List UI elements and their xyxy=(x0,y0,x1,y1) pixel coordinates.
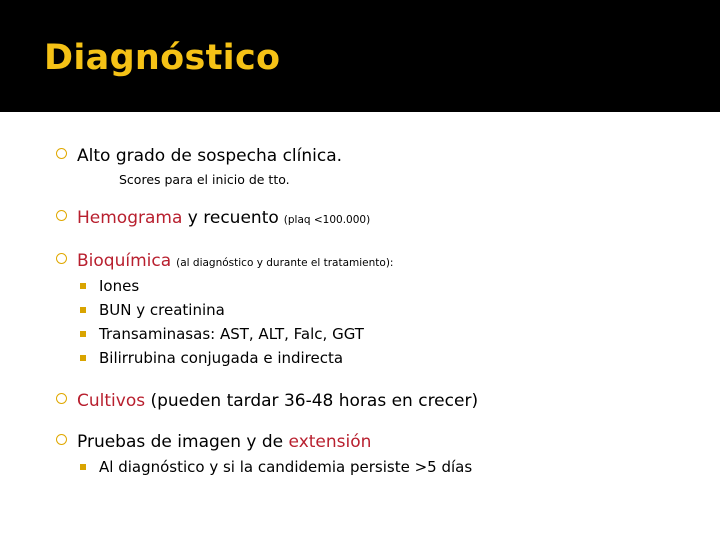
item-text: Alto grado de sospecha clínica. xyxy=(77,146,343,166)
item-highlight: Bioquímica xyxy=(77,251,172,271)
sub-item-text: Iones xyxy=(99,277,140,295)
circle-bullet-icon xyxy=(56,393,67,404)
sub-item xyxy=(80,325,364,343)
item-highlight: Cultivos xyxy=(77,391,146,411)
item-text: Pruebas de imagen y de xyxy=(77,432,289,452)
circle-bullet-icon xyxy=(56,253,67,264)
item-small-note: (al diagnóstico y durante el tratamiento): xyxy=(176,257,394,269)
sub-item xyxy=(80,349,343,367)
bullet-item-sospecha xyxy=(56,146,342,166)
sub-item xyxy=(80,301,225,319)
sub-item xyxy=(80,458,472,476)
item-text: (pueden tardar 36-48 horas en crecer) xyxy=(145,391,479,411)
circle-bullet-icon xyxy=(56,210,67,221)
sub-item xyxy=(80,277,139,295)
circle-bullet-icon xyxy=(56,148,67,159)
sub-item-text: BUN y creatinina xyxy=(99,301,225,319)
item-highlight: Hemograma xyxy=(77,208,183,228)
item-note: Scores para el inicio de tto. xyxy=(119,172,290,187)
item-text: y recuento xyxy=(182,208,279,228)
sub-item-text: Al diagnóstico y si la candidemia persiste >5 días xyxy=(99,458,473,476)
title-bar xyxy=(0,0,720,112)
sub-item-text: Transaminasas: AST, ALT, Falc, GGT xyxy=(99,325,364,343)
bullet-item-bioquimica xyxy=(56,251,393,271)
item-small-note: (plaq <100.000) xyxy=(283,214,371,226)
sub-item-text: Bilirrubina conjugada e indirecta xyxy=(99,349,344,367)
square-bullet-icon xyxy=(80,307,86,313)
square-bullet-icon xyxy=(80,464,86,470)
square-bullet-icon xyxy=(80,355,86,361)
bullet-item-hemograma xyxy=(56,208,370,228)
square-bullet-icon xyxy=(80,331,86,337)
bullet-item-cultivos xyxy=(56,391,478,411)
bullet-item-imagen xyxy=(56,432,371,452)
circle-bullet-icon xyxy=(56,434,67,445)
item-highlight: extensión xyxy=(288,432,372,452)
square-bullet-icon xyxy=(80,283,86,289)
slide-title: Diagnóstico xyxy=(44,38,281,78)
